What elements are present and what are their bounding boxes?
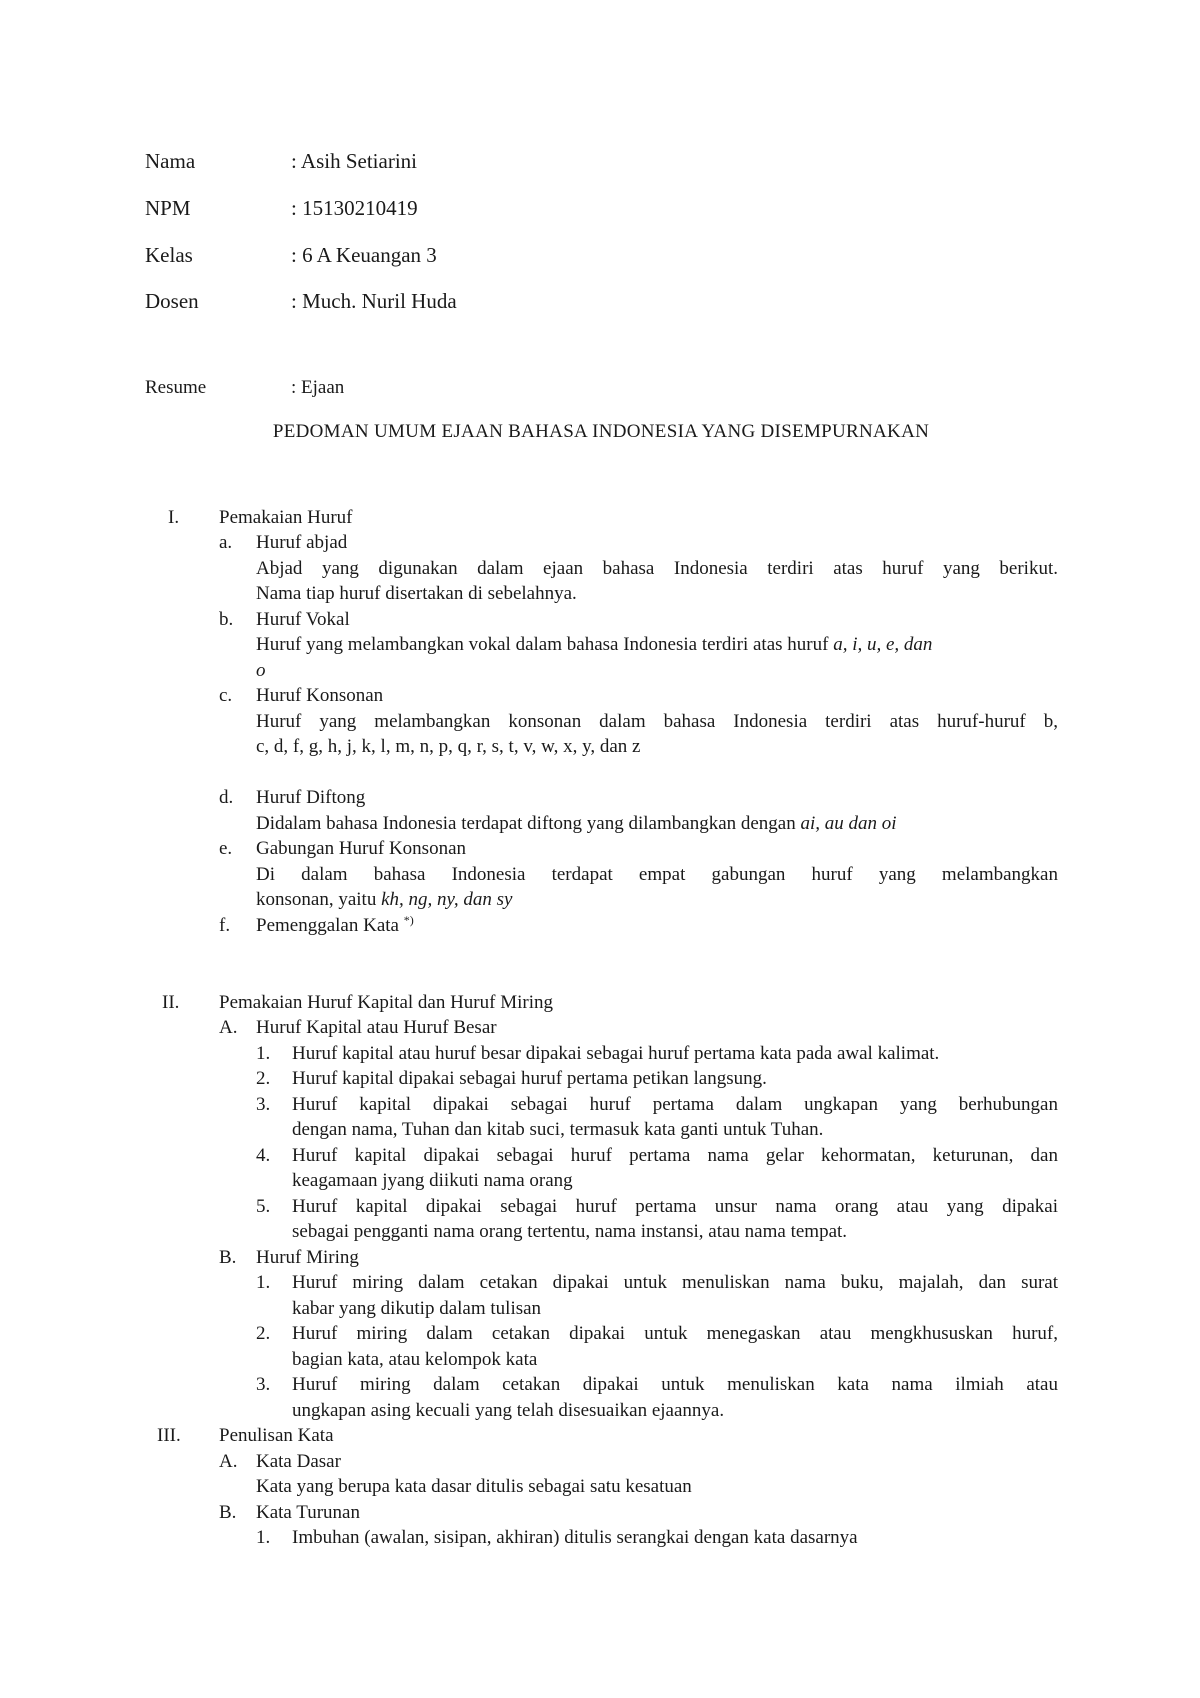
- item-marker: a.: [219, 532, 233, 553]
- section-heading: Penulisan Kata: [219, 1425, 334, 1446]
- list-item-line: Imbuhan (awalan, sisipan, akhiran) ditulis serangkai dengan kata dasarnya: [292, 1527, 858, 1548]
- info-row-nama: [145, 148, 417, 174]
- paragraph-line: Abjad yang digunakan dalam ejaan bahasa Indonesia terdiri atas huruf yang berikut.: [256, 558, 1058, 579]
- list-number: 1.: [256, 1043, 271, 1064]
- list-item-line: Huruf miring dalam cetakan dipakai untuk menegaskan atau mengkhususkan huruf,: [292, 1323, 1058, 1344]
- section-number: III.: [157, 1425, 181, 1446]
- list-item-line: bagian kata, atau kelompok kata: [292, 1349, 538, 1370]
- paragraph-line: [256, 811, 897, 837]
- italic-run: a, i, u, e, dan: [833, 634, 933, 655]
- item-title: [256, 913, 414, 939]
- info-value: : Asih Setiarini: [291, 149, 417, 173]
- text-run: konsonan, yaitu: [256, 889, 377, 910]
- list-number: 3.: [256, 1374, 271, 1395]
- section-heading: Pemakaian Huruf Kapital dan Huruf Miring: [219, 992, 553, 1013]
- item-marker: A.: [219, 1451, 238, 1472]
- info-label: Nama: [145, 149, 196, 173]
- paragraph-line: [256, 632, 932, 658]
- item-marker: B.: [219, 1247, 237, 1268]
- item-title: Gabungan Huruf Konsonan: [256, 838, 467, 859]
- paragraph-line: Kata yang berupa kata dasar ditulis sebagai satu kesatuan: [256, 1476, 692, 1497]
- item-title: Huruf Konsonan: [256, 685, 384, 706]
- document-title: PEDOMAN UMUM EJAAN BAHASA INDONESIA YANG DISEMPURNAKAN: [272, 421, 930, 442]
- list-number: 2.: [256, 1323, 271, 1344]
- footnote-mark: *): [403, 913, 414, 927]
- item-marker: e.: [219, 838, 233, 859]
- list-item-line: sebagai pengganti nama orang tertentu, nama instansi, atau nama tempat.: [292, 1221, 848, 1242]
- paragraph-line: [256, 887, 512, 913]
- list-item-line: ungkapan asing kecuali yang telah disesuaikan ejaannya.: [292, 1400, 725, 1421]
- list-number: 1.: [256, 1272, 271, 1293]
- list-item-line: dengan nama, Tuhan dan kitab suci, termasuk kata ganti untuk Tuhan.: [292, 1119, 824, 1140]
- italic-run: kh, ng, ny, dan sy: [381, 889, 513, 910]
- paragraph-line: Nama tiap huruf disertakan di sebelahnya.: [256, 583, 577, 604]
- info-label: Kelas: [145, 243, 193, 267]
- italic-run: o: [256, 660, 266, 681]
- item-marker: A.: [219, 1017, 238, 1038]
- text-run: Pemenggalan Kata: [256, 915, 399, 936]
- list-number: 3.: [256, 1094, 271, 1115]
- paragraph-line: c, d, f, g, h, j, k, l, m, n, p, q, r, s, t, v, w, x, y, dan z: [256, 736, 641, 757]
- list-item-line: Huruf kapital dipakai sebagai huruf pertama dalam ungkapan yang berhubungan: [292, 1094, 1058, 1115]
- info-row-dosen: [145, 288, 457, 314]
- paragraph-line: Di dalam bahasa Indonesia terdapat empat gabungan huruf yang melambangkan: [256, 864, 1058, 885]
- info-value: : Much. Nuril Huda: [291, 289, 457, 313]
- item-title: Huruf Kapital atau Huruf Besar: [256, 1017, 497, 1038]
- list-number: 2.: [256, 1068, 271, 1089]
- text-run: Huruf yang melambangkan vokal dalam bahasa Indonesia terdiri atas huruf: [256, 634, 829, 655]
- resume-row: [145, 376, 344, 400]
- section-heading: Pemakaian Huruf: [219, 507, 353, 528]
- info-label: NPM: [145, 196, 191, 220]
- text-run: Didalam bahasa Indonesia terdapat diftong yang dilambangkan dengan: [256, 813, 796, 834]
- item-title: Huruf Vokal: [256, 609, 350, 630]
- list-item-line: kabar yang dikutip dalam tulisan: [292, 1298, 542, 1319]
- paragraph-line: Huruf yang melambangkan konsonan dalam bahasa Indonesia terdiri atas huruf-huruf b,: [256, 711, 1058, 732]
- item-marker: f.: [219, 915, 231, 936]
- item-marker: c.: [219, 685, 233, 706]
- paragraph-line: [256, 658, 266, 684]
- list-item-line: Huruf kapital atau huruf besar dipakai sebagai huruf pertama kata pada awal kalimat.: [292, 1043, 940, 1064]
- list-item-line: keagamaan jyang diikuti nama orang: [292, 1170, 573, 1191]
- item-title: Huruf Diftong: [256, 787, 366, 808]
- italic-run: ai, au dan oi: [800, 813, 897, 834]
- list-number: 1.: [256, 1527, 271, 1548]
- info-value: : 6 A Keuangan 3: [291, 243, 437, 267]
- info-row-npm: [145, 195, 418, 221]
- item-title: Kata Turunan: [256, 1502, 360, 1523]
- list-item-line: Huruf miring dalam cetakan dipakai untuk menuliskan kata nama ilmiah atau: [292, 1374, 1058, 1395]
- item-title: Kata Dasar: [256, 1451, 341, 1472]
- item-title: Huruf abjad: [256, 532, 348, 553]
- item-marker: B.: [219, 1502, 237, 1523]
- item-marker: b.: [219, 609, 234, 630]
- list-item-line: Huruf miring dalam cetakan dipakai untuk menuliskan nama buku, majalah, dan surat: [292, 1272, 1058, 1293]
- info-row-kelas: [145, 242, 437, 268]
- item-marker: d.: [219, 787, 234, 808]
- resume-value: : Ejaan: [291, 377, 345, 398]
- item-title: Huruf Miring: [256, 1247, 359, 1268]
- list-number: 5.: [256, 1196, 271, 1217]
- section-number: II.: [162, 992, 180, 1013]
- info-label: Dosen: [145, 289, 199, 313]
- list-item-line: Huruf kapital dipakai sebagai huruf pertama unsur nama orang atau yang dipakai: [292, 1196, 1058, 1217]
- section-number: I.: [168, 507, 180, 528]
- resume-label: Resume: [145, 377, 207, 398]
- list-item-line: Huruf kapital dipakai sebagai huruf pertama nama gelar kehormatan, keturunan, dan: [292, 1145, 1058, 1166]
- info-value: : 15130210419: [291, 196, 418, 220]
- list-item-line: Huruf kapital dipakai sebagai huruf pertama petikan langsung.: [292, 1068, 767, 1089]
- list-number: 4.: [256, 1145, 271, 1166]
